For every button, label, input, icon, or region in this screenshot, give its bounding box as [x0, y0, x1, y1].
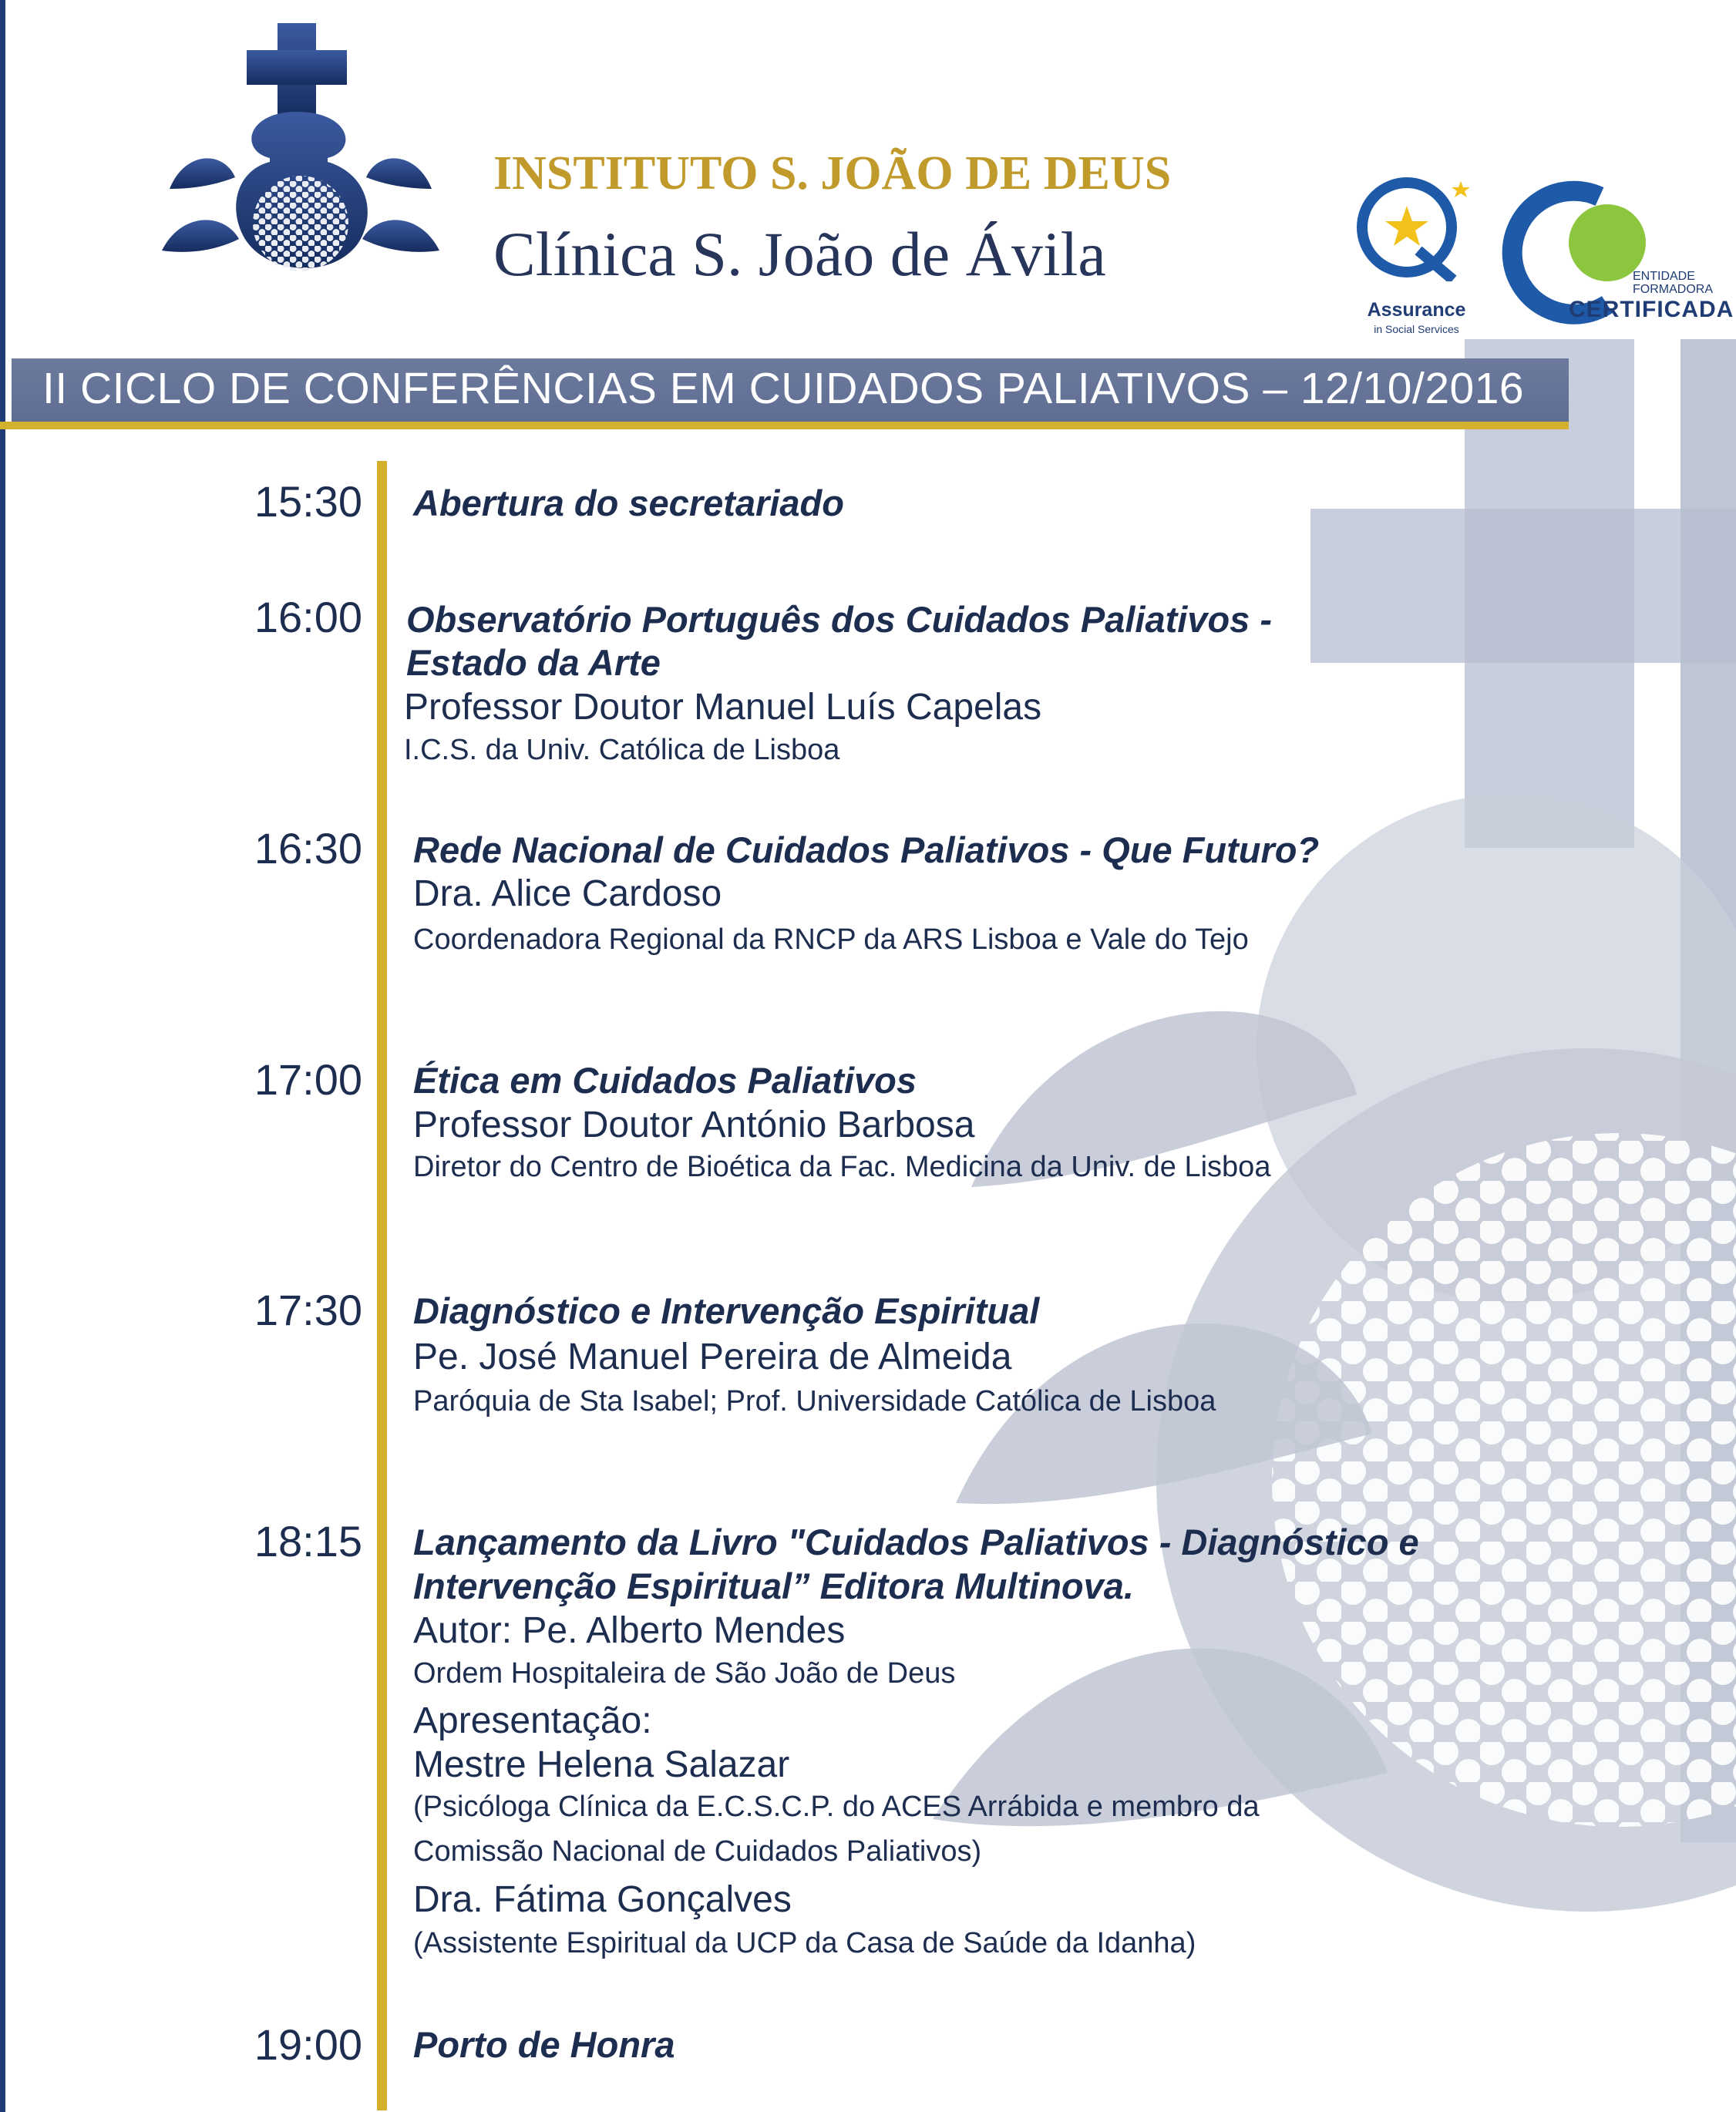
speaker-name: Professor Doutor António Barbosa	[413, 1105, 975, 1145]
session-title: Rede Nacional de Cuidados Paliativos - Que Futuro?	[413, 829, 1320, 870]
eqa-subtitle: in Social Services	[1374, 323, 1459, 335]
speaker-affiliation: I.C.S. da Univ. Católica de Lisboa	[404, 734, 840, 766]
institute-name: INSTITUTO S. JOÃO DE DEUS	[493, 147, 1172, 200]
session-title: Diagnóstico e Intervenção Espiritual	[413, 1290, 1040, 1331]
banner-underline	[0, 422, 1569, 429]
dgert-certified-label: CERTIFICADA	[1569, 297, 1734, 322]
timeline-line	[377, 461, 387, 2110]
time-1700: 17:00	[254, 1055, 362, 1104]
presenter-affiliation: (Psicóloga Clínica da E.C.S.C.P. do ACES Arrábida e membro da	[413, 1791, 1260, 1823]
time-1730: 17:30	[254, 1286, 362, 1334]
session-title: Estado da Arte	[406, 642, 661, 683]
presenter-affiliation: (Assistente Espiritual da UCP da Casa de Saúde da Idanha)	[413, 1927, 1196, 1959]
speaker-affiliation: Paróquia de Sta Isabel; Prof. Universidade Católica de Lisboa	[413, 1385, 1216, 1418]
eqa-label	[1357, 299, 1476, 335]
session-title: Observatório Português dos Cuidados Paliativos -	[406, 599, 1272, 640]
dgert-line1: ENTIDADE	[1633, 270, 1695, 283]
time-1630: 16:30	[254, 824, 362, 873]
presenter-name: Dra. Fátima Gonçalves	[413, 1879, 792, 1920]
eqa-title: Assurance	[1367, 299, 1466, 321]
session-title: Lançamento da Livro "Cuidados Paliativos - Diagnóstico e	[413, 1522, 1419, 1562]
banner-title: II CICLO DE CONFERÊNCIAS EM CUIDADOS PALIATIVOS – 12/10/2016	[42, 364, 1525, 413]
author-name: Autor: Pe. Alberto Mendes	[413, 1610, 846, 1651]
dgert-entity-label	[1633, 270, 1713, 296]
session-title: Abertura do secretariado	[413, 483, 844, 523]
author-affiliation: Ordem Hospitaleira de São João de Deus	[413, 1657, 956, 1690]
speaker-name: Pe. José Manuel Pereira de Almeida	[413, 1337, 1012, 1377]
presenter-affiliation: Comissão Nacional de Cuidados Paliativos)	[413, 1835, 982, 1868]
speaker-name: Professor Doutor Manuel Luís Capelas	[404, 687, 1042, 728]
speaker-name: Dra. Alice Cardoso	[413, 873, 722, 914]
time-1900: 19:00	[254, 2020, 362, 2069]
time-1815: 18:15	[254, 1517, 362, 1566]
time-1600: 16:00	[254, 593, 362, 641]
dgert-brand: DGERT	[1532, 231, 1556, 282]
session-title: Porto de Honra	[413, 2024, 675, 2065]
clinic-name: Clínica S. João de Ávila	[493, 219, 1106, 289]
presenter-name: Mestre Helena Salazar	[413, 1744, 790, 1785]
time-1530: 15:30	[254, 477, 362, 526]
eqa-logo	[1345, 173, 1484, 281]
speaker-affiliation: Diretor do Centro de Bioética da Fac. Medicina da Univ. de Lisboa	[413, 1151, 1271, 1183]
session-title: Ética em Cuidados Paliativos	[413, 1060, 917, 1101]
session-title: Intervenção Espiritual” Editora Multinova.	[413, 1566, 1134, 1606]
speaker-affiliation: Coordenadora Regional da RNCP da ARS Lisboa e Vale do Tejo	[413, 923, 1249, 956]
dgert-line2: FORMADORA	[1633, 283, 1713, 296]
left-border	[0, 0, 5, 2112]
institute-logo	[154, 19, 447, 312]
presentation-label: Apresentação:	[413, 1700, 652, 1741]
